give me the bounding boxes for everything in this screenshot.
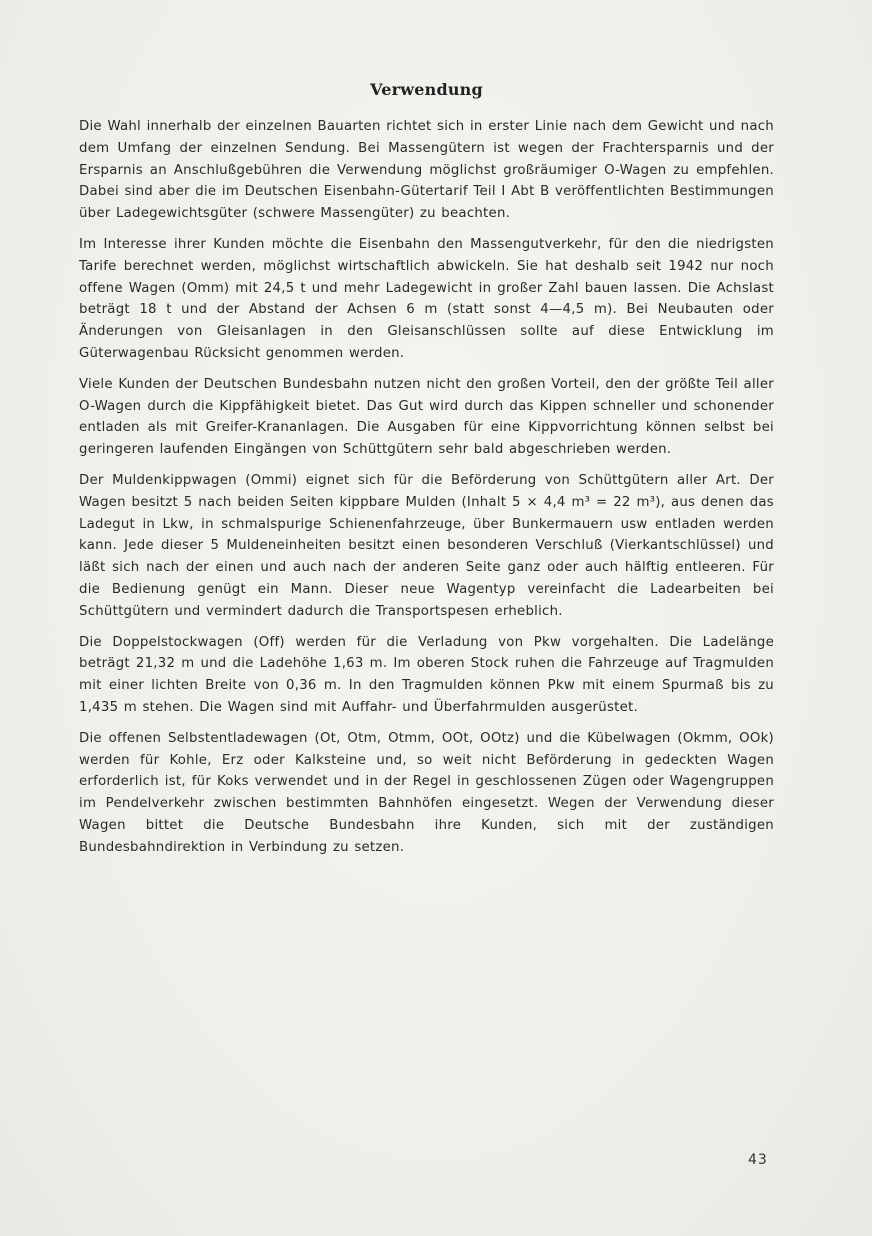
section-heading: Verwendung [370,80,483,99]
paragraph-4: Der Muldenkippwagen (Ommi) eignet sich für die Beförderung von Schüttgütern aller Art. Der Wagen besitzt 5 nach beiden Seiten kippbare Mulden (Inhalt 5 × 4,4 m³ = 22 m³), aus denen das Ladegut in Lkw, in schmalspurige Schienenfahrzeuge, über Bunkermauern usw entladen werden kann. Jede dieser 5 Muldeneinheiten besitzt einen besonderen Verschluß (Vierkantschlüssel) und läßt sich nach der einen und auch nach der anderen Seite ganz oder auch hälftig entleeren. Für die Bedienung genügt ein Mann. Dieser neue Wagentyp vereinfacht die Ladearbeiten bei Schüttgütern und vermindert dadurch die Transportspesen erheblich. [79,472,774,619]
paragraph-3: Viele Kunden der Deutschen Bundesbahn nutzen nicht den großen Vorteil, den der größte Teil aller O-Wagen durch die Kippfähigkeit bietet. Das Gut wird durch das Kippen schneller und schonender entladen als mit Greifer-Krananlagen. Die Ausgaben für eine Kippvorrichtung können selbst bei geringeren laufenden Eingängen von Schüttgütern sehr bald abgeschrieben werden. [79,376,774,458]
paragraph-2: Im Interesse ihrer Kunden möchte die Eisenbahn den Massengutverkehr, für den die niedrigsten Tarife berechnet werden, möglichst wirtschaftlich abwickeln. Sie hat deshalb seit 1942 nur noch offene Wagen (Omm) mit 24,5 t und mehr Ladegewicht in großer Zahl bauen lassen. Die Achslast beträgt 18 t und der Abstand der Achsen 6 m (statt sonst 4—4,5 m). Bei Neubauten oder Änderungen von Gleisanlagen in den Gleisanschlüssen sollte auf diese Entwicklung im Güterwagenbau Rücksicht genommen werden. [79,236,774,361]
paragraph-6: Die offenen Selbstentladewagen (Ot, Otm, Otmm, OOt, OOtz) und die Kübelwagen (Okmm, OOk) werden für Kohle, Erz oder Kalksteine und, so weit nicht Beförderung in gedeckten Wagen erforderlich ist, für Koks verwendet und in der Regel in geschlossenen Zügen oder Wagengruppen im Pendelverkehr zwischen bestimmten Bahnhöfen eingesetzt. Wegen der Verwendung dieser Wagen bittet die Deutsche Bundesbahn ihre Kunden, sich mit der zuständigen Bundesbahndirektion in Verbindung zu setzen. [79,730,774,855]
page-content [79,80,774,868]
page-number: 43 [748,1152,768,1168]
paragraph-1: Die Wahl innerhalb der einzelnen Bauarten richtet sich in erster Linie nach dem Gewicht und nach dem Umfang der einzelnen Sendung. Bei Massengütern ist wegen der Frachtersparnis und der Ersparnis an Anschlußgebühren die Verwendung möglichst großräumiger O-Wagen zu empfehlen. Dabei sind aber die im Deutschen Eisenbahn-Gütertarif Teil I Abt B veröffentlichten Bestimmungen über Ladegewichtsgüter (schwere Massengüter) zu beachten. [79,119,774,222]
paragraph-5: Die Doppelstockwagen (Off) werden für die Verladung von Pkw vorgehalten. Die Ladelänge beträgt 21,32 m und die Ladehöhe 1,63 m. Im oberen Stock ruhen die Fahrzeuge auf Tragmulden mit einer lichten Breite von 0,36 m. In den Tragmulden können Pkw mit einem Spurmaß bis zu 1,435 m stehen. Die Wagen sind mit Auffahr- und Überfahrmulden ausgerüstet. [79,634,774,715]
